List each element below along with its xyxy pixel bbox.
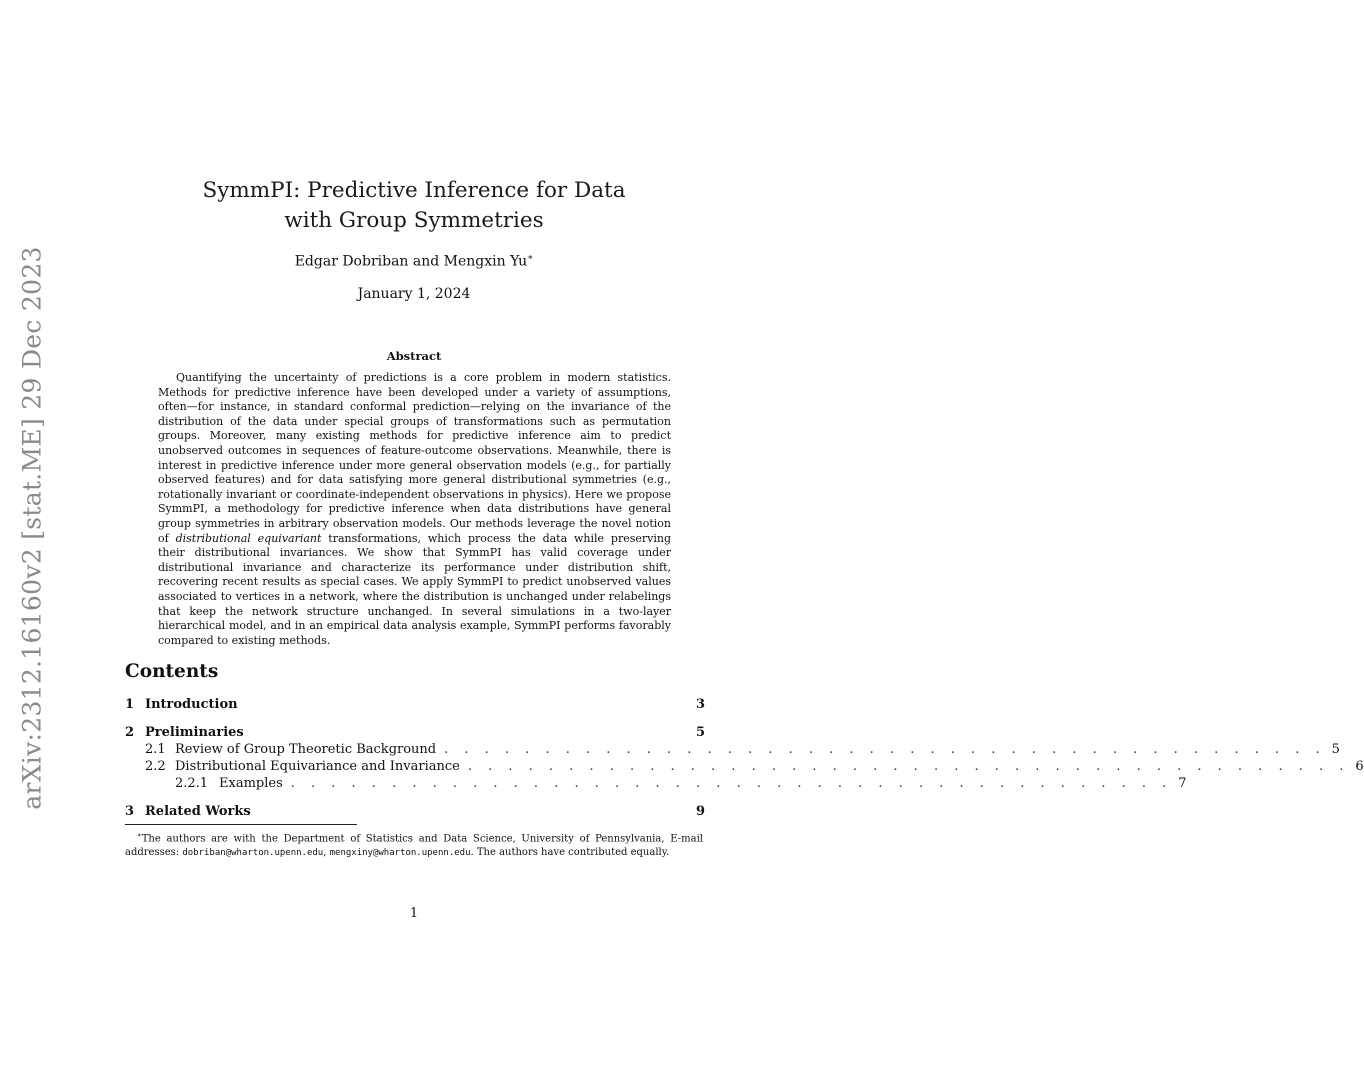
toc-page: 6 (1355, 759, 1364, 774)
toc-leader-dots: . . . . . . . . . . . . . . . . . . . . . . . . . . . . . . . . . . . . . . . . . . . . (290, 776, 1173, 791)
toc-page: 9 (695, 804, 705, 819)
toc-number: 3 (125, 804, 135, 819)
toc-entry-group-theory[interactable] (125, 742, 1340, 758)
toc-page: 7 (1178, 776, 1187, 791)
toc-label: Preliminaries (145, 725, 244, 740)
toc-leader-dots: . . . . . . . . . . . . . . . . . . . . . . . . . . . . . . . . . . . . . . . . . . . . (467, 759, 1350, 774)
title-line-1: SymmPI: Predictive Inference for Data (202, 178, 626, 203)
abstract-part-2: transformations, which process the data while preserving their distributional invariances. We show that SymmPI has valid coverage under distributional invariance and characterize its performance under distribution shift, recovering recent results as special cases. We apply SymmPI to predict unobserved values associated to vertices in a network, where the distribution is unchanged under relabelings that keep the network structure unchanged. In several simulations in a two-layer hierarchical model, and in an empirical data analysis example, SymmPI performs favorably compared to existing methods. (158, 531, 671, 647)
toc-label: Related Works (145, 804, 251, 819)
authors-text: Edgar Dobriban and Mengxin Yu (294, 253, 528, 270)
author-footnote-mark: ∗ (527, 253, 534, 263)
toc-number: 1 (125, 697, 135, 712)
abstract-body (158, 371, 671, 648)
toc-number: 2.2 (145, 759, 166, 774)
footnote-text-1: The authors are with the Department of Statistics and Data Science, University of Pennsylvania, E-mail addresses: (125, 833, 703, 859)
toc-entry-preliminaries[interactable] (125, 725, 705, 741)
abstract-part-1: Quantifying the uncertainty of predictions is a core problem in modern statistics. Methods for predictive inference have been developed under a variety of assumptions, often—for instance, in standard conformal prediction—relying on the invariance of the distribution of the data under special groups of transformations such as permutation groups. Moreover, many existing methods for predictive inference aim to predict unobserved outcomes in sequences of feature-outcome observations. Meanwhile, there is interest in predictive inference under more general observation models (e.g., for partially observed features) and for data satisfying more general distributional symmetries (e.g., rotationally invariant or coordinate-independent observations in physics). Here we propose SymmPI, a methodology for predictive inference when data distributions have general group symmetries in arbitrary observation models. Our methods leverage the novel notion of (158, 371, 671, 545)
toc-label: Review of Group Theoretic Background (175, 742, 437, 757)
toc-entry-equivariance[interactable] (125, 759, 1364, 775)
toc-label: Introduction (145, 697, 238, 712)
toc-page: 5 (1331, 742, 1340, 757)
footnote-separator: , (323, 847, 327, 859)
author-list (0, 253, 828, 270)
toc-entry-introduction[interactable] (125, 697, 705, 713)
abstract-heading: Abstract (386, 349, 442, 363)
toc-label: Distributional Equivariance and Invariance (175, 759, 460, 774)
footnote-text-2: . The authors have contributed equally. (470, 847, 670, 859)
title-line-2: with Group Symmetries (284, 208, 544, 233)
footnote-mark: ∗ (137, 831, 142, 839)
toc-page: 3 (695, 697, 705, 712)
arxiv-identifier: arXiv:2312.16160v2 [stat.ME] 29 Dec 2023 (17, 246, 47, 810)
toc-leader-dots: . . . . . . . . . . . . . . . . . . . . . . . . . . . . . . . . . . . . . . . . . . . . (444, 742, 1326, 757)
footnote-email-2[interactable]: mengxiny@wharton.upenn.edu (329, 848, 471, 859)
footnote (125, 828, 703, 860)
toc-label: Examples (219, 776, 283, 791)
paper-title (0, 176, 828, 236)
toc-number: 2 (125, 725, 135, 740)
toc-number: 2.2.1 (175, 776, 209, 791)
footnote-rule (125, 824, 357, 825)
toc-entry-related-works[interactable] (125, 804, 705, 820)
toc-entry-examples[interactable] (125, 776, 1187, 792)
abstract-emphasis: distributional equivariant (175, 531, 322, 545)
toc-page: 5 (695, 725, 705, 740)
paper-date: January 1, 2024 (357, 286, 471, 302)
footnote-email-1[interactable]: dobriban@wharton.upenn.edu (182, 848, 324, 859)
page-number: 1 (409, 906, 419, 921)
toc-number: 2.1 (145, 742, 166, 757)
contents-heading: Contents (125, 661, 219, 682)
